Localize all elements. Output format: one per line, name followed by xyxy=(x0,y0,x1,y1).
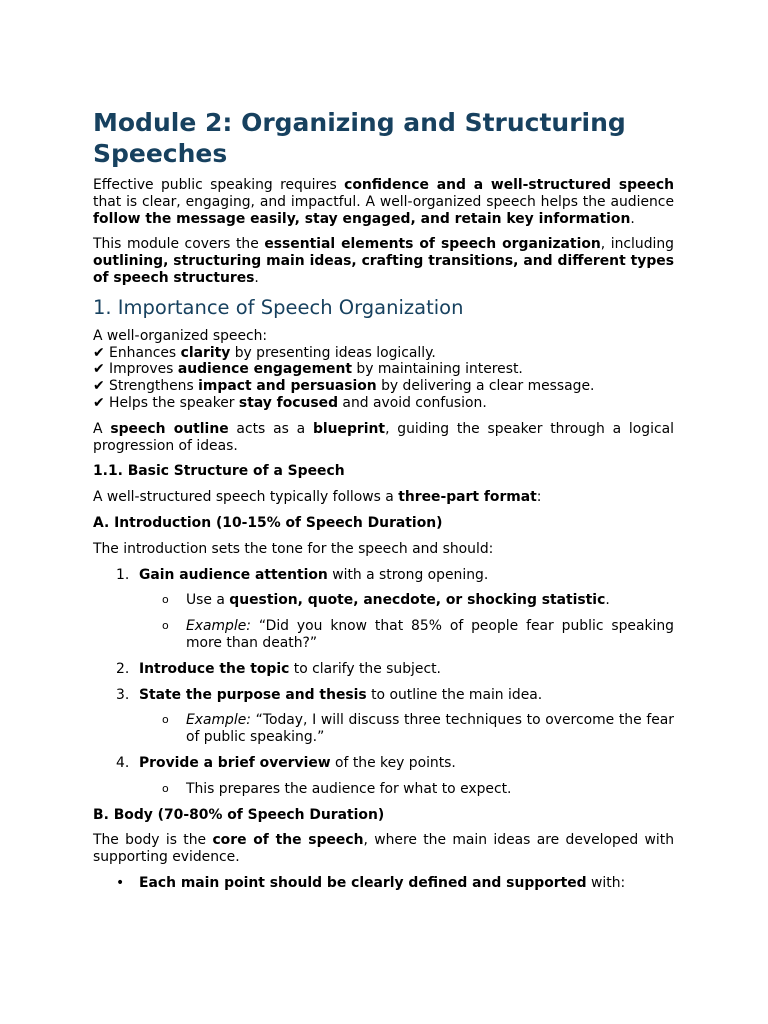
text-run: to outline the main idea. xyxy=(366,686,543,703)
bold-run: audience engagement xyxy=(177,361,353,378)
intro-paragraph-2 xyxy=(93,236,674,286)
list-number: 1. xyxy=(116,566,130,583)
sub-item xyxy=(93,592,674,609)
text-run: ✔ Improves xyxy=(93,361,178,378)
bold-run: clarity xyxy=(180,344,231,361)
text-run: ✔ Helps the speaker xyxy=(93,394,239,411)
sub-item xyxy=(93,618,674,652)
circle-bullet-icon: o xyxy=(162,781,169,795)
text-run: by presenting ideas logically. xyxy=(230,344,436,361)
bullet-icon: • xyxy=(116,874,125,891)
numbered-item xyxy=(93,755,674,772)
numbered-item xyxy=(93,567,674,584)
benefits-list xyxy=(93,328,674,412)
text-run: , including xyxy=(600,236,675,253)
text-run: “Today, I will discuss three techniques to overcome the fear of public speaking.” xyxy=(186,712,674,746)
bold-run: stay focused xyxy=(238,394,339,411)
introduction-heading xyxy=(93,515,674,532)
text-run: ✔ Enhances xyxy=(93,344,181,361)
benefits-lead: A well-organized speech: xyxy=(93,327,268,344)
section-heading: 1. Importance of Speech Organization xyxy=(93,295,464,319)
italic-run: Example: xyxy=(186,712,251,729)
text-run: Use a xyxy=(186,592,230,609)
check-item xyxy=(93,378,674,395)
intro-paragraph-1 xyxy=(93,177,674,227)
text-run: ✔ Strengthens xyxy=(93,378,199,395)
text-run: that is clear, engaging, and impactful. A well-organized speech helps the audience xyxy=(93,193,674,210)
bold-run: impact and persuasion xyxy=(198,378,377,395)
body-lead xyxy=(93,832,674,866)
bold-run: outlining, structuring main ideas, crafting transitions, and different types of speech structures xyxy=(93,253,674,286)
text-run: . xyxy=(630,210,635,227)
list-number: 2. xyxy=(116,660,130,677)
text-run: , where the main ideas are developed with supporting evidence. xyxy=(93,832,674,866)
bold-run: speech outline xyxy=(110,420,229,437)
text-run: acts as a xyxy=(228,420,313,437)
text-run: The body is the xyxy=(93,832,213,849)
text-run: This module covers the xyxy=(93,236,265,253)
italic-run: Example: xyxy=(186,618,251,635)
text-run: by delivering a clear message. xyxy=(376,378,595,395)
text-run: , guiding the speaker through a logical progression of ideas. xyxy=(93,420,674,454)
bullet-item xyxy=(93,875,674,892)
text-run: A xyxy=(93,420,111,437)
text-run: with a strong opening. xyxy=(327,566,489,583)
bold-run: A. Introduction (10-15% of Speech Duration) xyxy=(93,514,443,531)
text-run: to clarify the subject. xyxy=(289,660,441,677)
module-title: Module 2: Organizing and Structuring Speeches xyxy=(93,108,626,168)
bold-run: 1.1. Basic Structure of a Speech xyxy=(93,463,345,480)
bold-run: Provide a brief overview xyxy=(139,754,331,771)
bold-run: question, quote, anecdote, or shocking statistic xyxy=(229,592,606,609)
text-run: with: xyxy=(586,874,626,891)
bold-run: Each main point should be clearly defined and supported xyxy=(139,874,587,891)
check-item xyxy=(93,361,674,378)
bold-run: core of the speech xyxy=(212,832,364,849)
text-run: by maintaining interest. xyxy=(352,361,523,378)
bold-run: three-part format xyxy=(398,489,537,506)
text-run: . xyxy=(605,592,610,609)
list-number: 4. xyxy=(116,754,130,771)
bold-run: blueprint xyxy=(312,420,386,437)
numbered-item xyxy=(93,661,674,678)
text-run: : xyxy=(536,489,542,506)
bold-run: Gain audience attention xyxy=(139,566,328,583)
text-run: “Did you know that 85% of people fear public speaking more than death?” xyxy=(186,618,674,651)
text-run: A well-structured speech typically follows a xyxy=(93,489,399,506)
bold-run: State the purpose and thesis xyxy=(139,686,367,703)
text-run: Effective public speaking requires xyxy=(93,177,345,193)
bold-run: confidence and a well-structured speech xyxy=(344,177,674,193)
sub-item xyxy=(93,781,674,798)
text-run: and avoid confusion. xyxy=(338,394,487,411)
format-paragraph xyxy=(93,489,674,506)
check-item xyxy=(93,395,674,412)
bold-run: Introduce the topic xyxy=(139,660,290,677)
bold-run: essential elements of speech organization xyxy=(264,236,601,253)
introduction-lead: The introduction sets the tone for the speech and should: xyxy=(93,540,494,557)
circle-bullet-icon: o xyxy=(162,593,169,607)
check-item xyxy=(93,345,674,362)
sub-item xyxy=(93,712,674,746)
bold-run: follow the message easily, stay engaged, and retain key information xyxy=(93,210,631,227)
circle-bullet-icon: o xyxy=(162,713,169,727)
body-heading xyxy=(93,807,674,824)
outline-paragraph xyxy=(93,421,674,455)
text-run: . xyxy=(254,269,259,286)
circle-bullet-icon: o xyxy=(162,619,169,633)
document-content xyxy=(93,107,674,901)
text-run: This prepares the audience for what to expect. xyxy=(186,780,512,797)
text-run: of the key points. xyxy=(330,754,456,771)
subsection-heading xyxy=(93,463,674,480)
bold-run: B. Body (70-80% of Speech Duration) xyxy=(93,806,385,823)
numbered-item xyxy=(93,687,674,704)
list-number: 3. xyxy=(116,686,130,703)
